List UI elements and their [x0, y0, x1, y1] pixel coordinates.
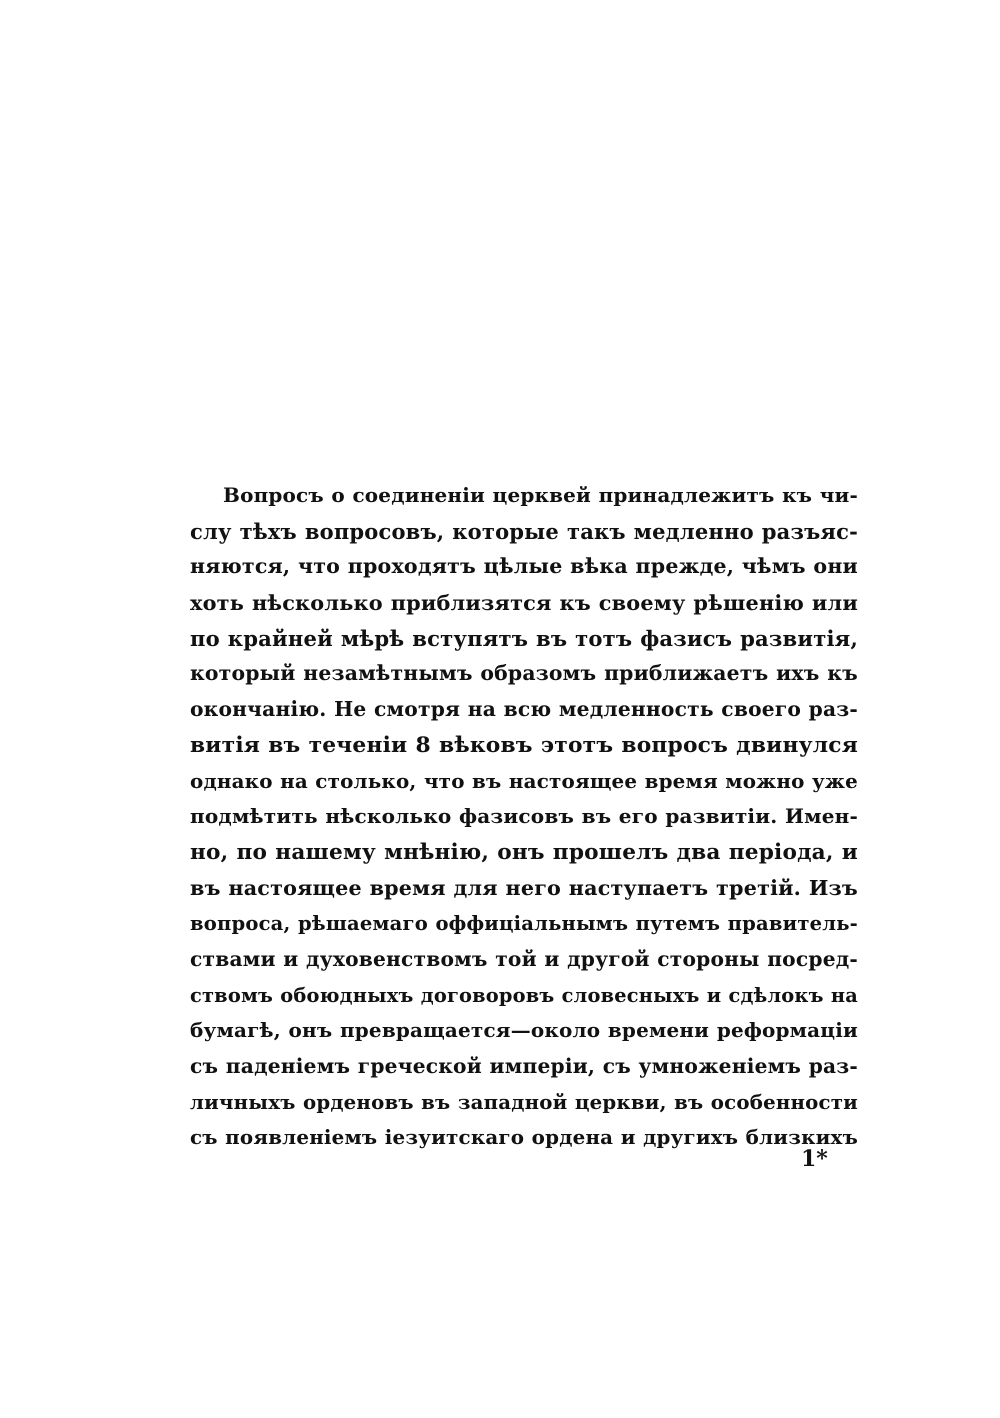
- text-line: ствами и духовенствомъ той и другой стороны посред-: [190, 946, 858, 971]
- text-line: бумагѣ, онъ превращается—около времени реформаціи: [190, 1018, 858, 1043]
- text-line: но, по нашему мнѣнію, онъ прошелъ два періода, и: [190, 839, 858, 865]
- text-line: который незамѣтнымъ образомъ приближаетъ ихъ къ: [190, 661, 858, 686]
- text-line: по крайней мѣрѣ вступятъ въ тотъ фазисъ развитія,: [190, 625, 858, 651]
- text-line: окончанію. Не смотря на всю медленность своего раз-: [190, 697, 858, 722]
- body-text: [190, 478, 858, 1156]
- text-line: въ настоящее время для него наступаетъ третій. Изъ: [190, 875, 858, 900]
- text-line: личныхъ орденовъ въ западной церкви, въ особенности: [190, 1089, 858, 1114]
- text-line: съ паденіемъ греческой имперіи, съ умноженіемъ раз-: [190, 1054, 858, 1078]
- text-line: хоть нѣсколько приблизятся къ своему рѣшенію или: [190, 590, 858, 616]
- text-line: ствомъ обоюдныхъ договоровъ словесныхъ и сдѣлокъ на: [190, 983, 858, 1007]
- text-line: няются, что проходятъ цѣлые вѣка прежде, чѣмъ они: [190, 554, 858, 579]
- text-line: витія въ теченіи 8 вѣковъ этотъ вопросъ двинулся: [190, 732, 858, 758]
- signature-mark: 1*: [801, 1146, 828, 1172]
- text-line: подмѣтить нѣсколько фазисовъ въ его развитіи. Имен-: [190, 804, 858, 829]
- text-line: слу тѣхъ вопросовъ, которые такъ медленно разъяс-: [190, 518, 858, 544]
- text-line: Вопросъ о соединеніи церквей принадлежитъ къ чи-: [223, 483, 858, 507]
- text-line: съ появленіемъ іезуитскаго ордена и другихъ близкихъ: [190, 1125, 858, 1150]
- text-line: однако на столько, что въ настоящее время можно уже: [190, 768, 858, 793]
- text-line: вопроса, рѣшаемаго оффиціальнымъ путемъ правитель-: [190, 912, 858, 936]
